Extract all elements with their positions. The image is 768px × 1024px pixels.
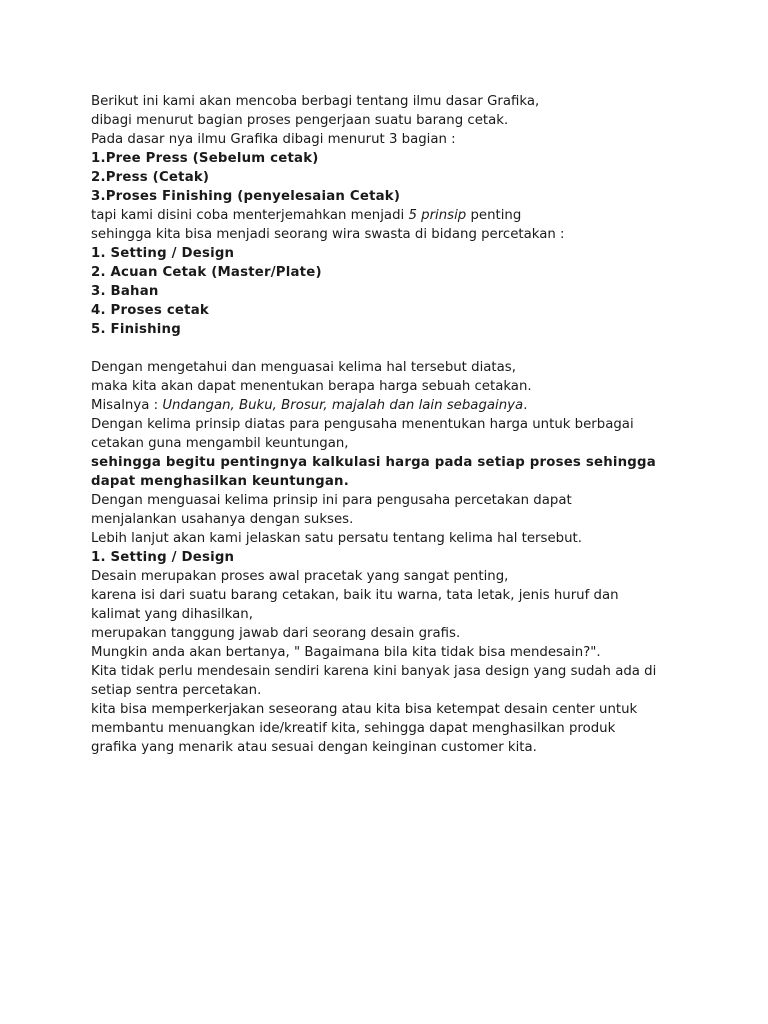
section-body-line-3: kalimat yang dihasilkan, [91,607,253,622]
section-body-line-6: Kita tidak perlu mendesain sendiri karena kini banyak jasa design yang sudah ada di [91,664,657,679]
intro-line-2: dibagi menurut bagian proses pengerjaan suatu barang cetak. [91,113,509,128]
entrepreneurs-line-1: Dengan kelima prinsip diatas para pengusaha menentukan harga untuk berbagai [91,417,634,432]
example-emphasis: Undangan, Buku, Brosur, majalah dan lain sebagainya [162,398,524,413]
mastery-line-3: Lebih lanjut akan kami jelaskan satu persatu tentang kelima hal tersebut. [91,531,582,546]
entrepreneurs-line-2: cetakan guna mengambil keuntungan, [91,436,349,451]
translate-post: penting [466,208,522,223]
knowing-line-2: maka kita akan dapat menentukan berapa harga sebuah cetakan. [91,379,532,394]
paragraph-spacer [91,339,691,358]
intro-line-3: Pada dasar nya ilmu Grafika dibagi menurut 3 bagian : [91,132,456,147]
translate-emphasis: 5 prinsip [408,208,467,223]
principle-item-4: 4. Proses cetak [91,303,209,318]
knowing-line-1: Dengan mengetahui dan menguasai kelima hal tersebut diatas, [91,360,516,375]
section-body-line-10: grafika yang menarik atau sesuai dengan keinginan customer kita. [91,740,537,755]
intro-line-1: Berikut ini kami akan mencoba berbagi tentang ilmu dasar Grafika, [91,94,540,109]
section-body-line-5: Mungkin anda akan bertanya, " Bagaimana bila kita tidak bisa mendesain?". [91,645,601,660]
principle-item-2: 2. Acuan Cetak (Master/Plate) [91,265,322,280]
translate-line-1 [91,206,691,225]
translate-pre: tapi kami disini coba menterjemahkan menjadi [91,208,409,223]
section-body-line-9: membantu menuangkan ide/kreatif kita, sehingga dapat menghasilkan produk [91,721,616,736]
section-body-line-7: setiap sentra percetakan. [91,683,262,698]
document-page [91,92,691,757]
mastery-line-2: menjalankan usahanya dengan sukses. [91,512,354,527]
section-body-line-8: kita bisa memperkerjakan seseorang atau kita bisa ketempat desain center untuk [91,702,638,717]
principle-item-5: 5. Finishing [91,322,181,337]
translate-line-2: sehingga kita bisa menjadi seorang wira swasta di bidang percetakan : [91,227,565,242]
section-body-line-4: merupakan tanggung jawab dari seorang desain grafis. [91,626,461,641]
part-item-1: 1.Pree Press (Sebelum cetak) [91,151,319,166]
section-body-line-1: Desain merupakan proses awal pracetak yang sangat penting, [91,569,509,584]
section-heading: 1. Setting / Design [91,550,235,565]
emphasis-line-2: dapat menghasilkan keuntungan. [91,474,349,489]
principle-item-1: 1. Setting / Design [91,246,235,261]
example-line [91,396,691,415]
principle-item-3: 3. Bahan [91,284,159,299]
example-post: . [523,398,528,413]
part-item-2: 2.Press (Cetak) [91,170,210,185]
example-pre: Misalnya : [91,398,163,413]
mastery-line-1: Dengan menguasai kelima prinsip ini para pengusaha percetakan dapat [91,493,572,508]
emphasis-line-1: sehingga begitu pentingnya kalkulasi harga pada setiap proses sehingga [91,455,656,470]
part-item-3: 3.Proses Finishing (penyelesaian Cetak) [91,189,401,204]
section-body-line-2: karena isi dari suatu barang cetakan, baik itu warna, tata letak, jenis huruf dan [91,588,619,603]
